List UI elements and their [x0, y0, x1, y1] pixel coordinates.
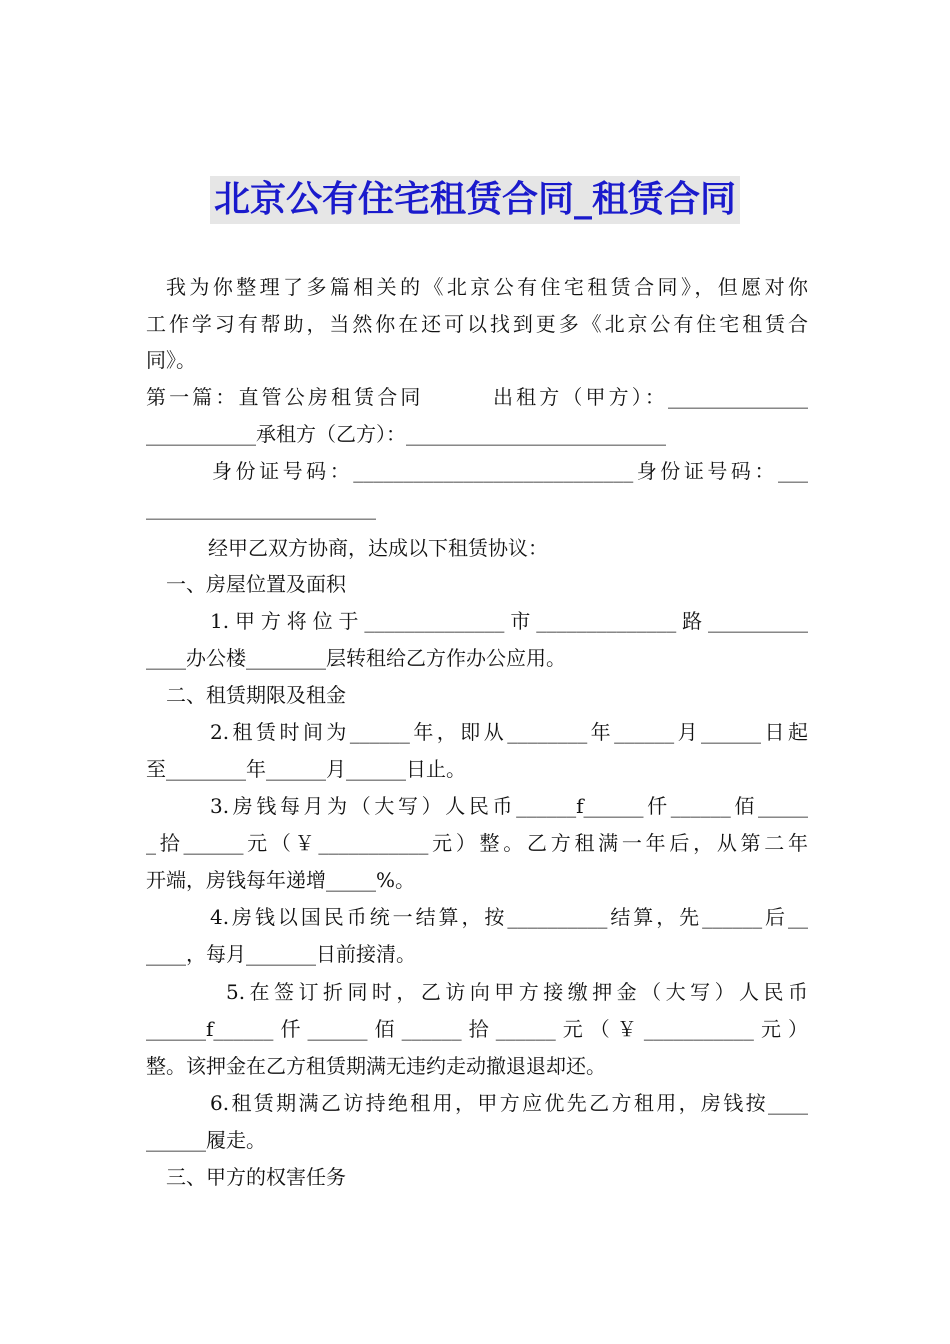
body-line: _______________________	[146, 496, 376, 520]
body-line: 至________年______月______日止。	[146, 757, 466, 781]
body-line: 4.房钱以国民币统一结算，按__________结算，先______后__	[210, 905, 808, 929]
body-line: ____办公楼________层转租给乙方作办公应用。	[146, 646, 566, 670]
body-line: _拾______元（￥___________元）整。乙方租满一年后，从第二年	[146, 831, 808, 855]
section-heading: 三、甲方的权害任务	[166, 1165, 346, 1189]
section-heading: 二、租赁期限及租金	[166, 683, 346, 707]
body-line: ______履走。	[146, 1128, 266, 1152]
body-line: 2.租赁时间为______年，即从________年______月______日起	[210, 720, 808, 744]
body-line: 整。该押金在乙方租赁期满无违约走动撤退退却还。	[146, 1054, 606, 1078]
document-title: 北京公有住宅租赁合同_租赁合同	[210, 176, 740, 224]
body-line: 同》。	[146, 348, 196, 372]
body-line: ___________承租方（乙方）：__________________________	[146, 422, 666, 446]
document-title-wrap	[0, 176, 950, 224]
body-line: 工作学习有帮助，当然你在还可以找到更多《北京公有住宅租赁合	[146, 312, 808, 336]
body-line: 我为你整理了多篇相关的《北京公有住宅租赁合同》，但愿对你	[166, 275, 808, 299]
body-line: 经甲乙双方协商，达成以下租赁协议：	[208, 536, 548, 560]
body-line: 身份证号码：____________________________身份证号码：___	[212, 459, 808, 483]
section-heading: 一、房屋位置及面积	[166, 572, 346, 596]
body-line: ____，每月_______日前接清。	[146, 942, 416, 966]
body-line: 5.在签订折同时，乙访向甲方接缴押金（大写）人民币	[226, 980, 808, 1004]
body-line: ______f______仟______佰______拾______元（￥___________元）	[146, 1017, 808, 1041]
body-line: 6.租赁期满乙访持绝租用，甲方应优先乙方租用，房钱按____	[210, 1091, 808, 1115]
body-line: 开端，房钱每年递增_____%。	[146, 868, 416, 892]
body-line: 第一篇：直管公房租赁合同 出租方（甲方）：______________	[146, 385, 808, 409]
body-line: 3.房钱每月为（大写）人民币______f______仟______佰_____	[210, 794, 808, 818]
body-line: 1.甲方将位于______________市______________路__________	[210, 609, 808, 633]
